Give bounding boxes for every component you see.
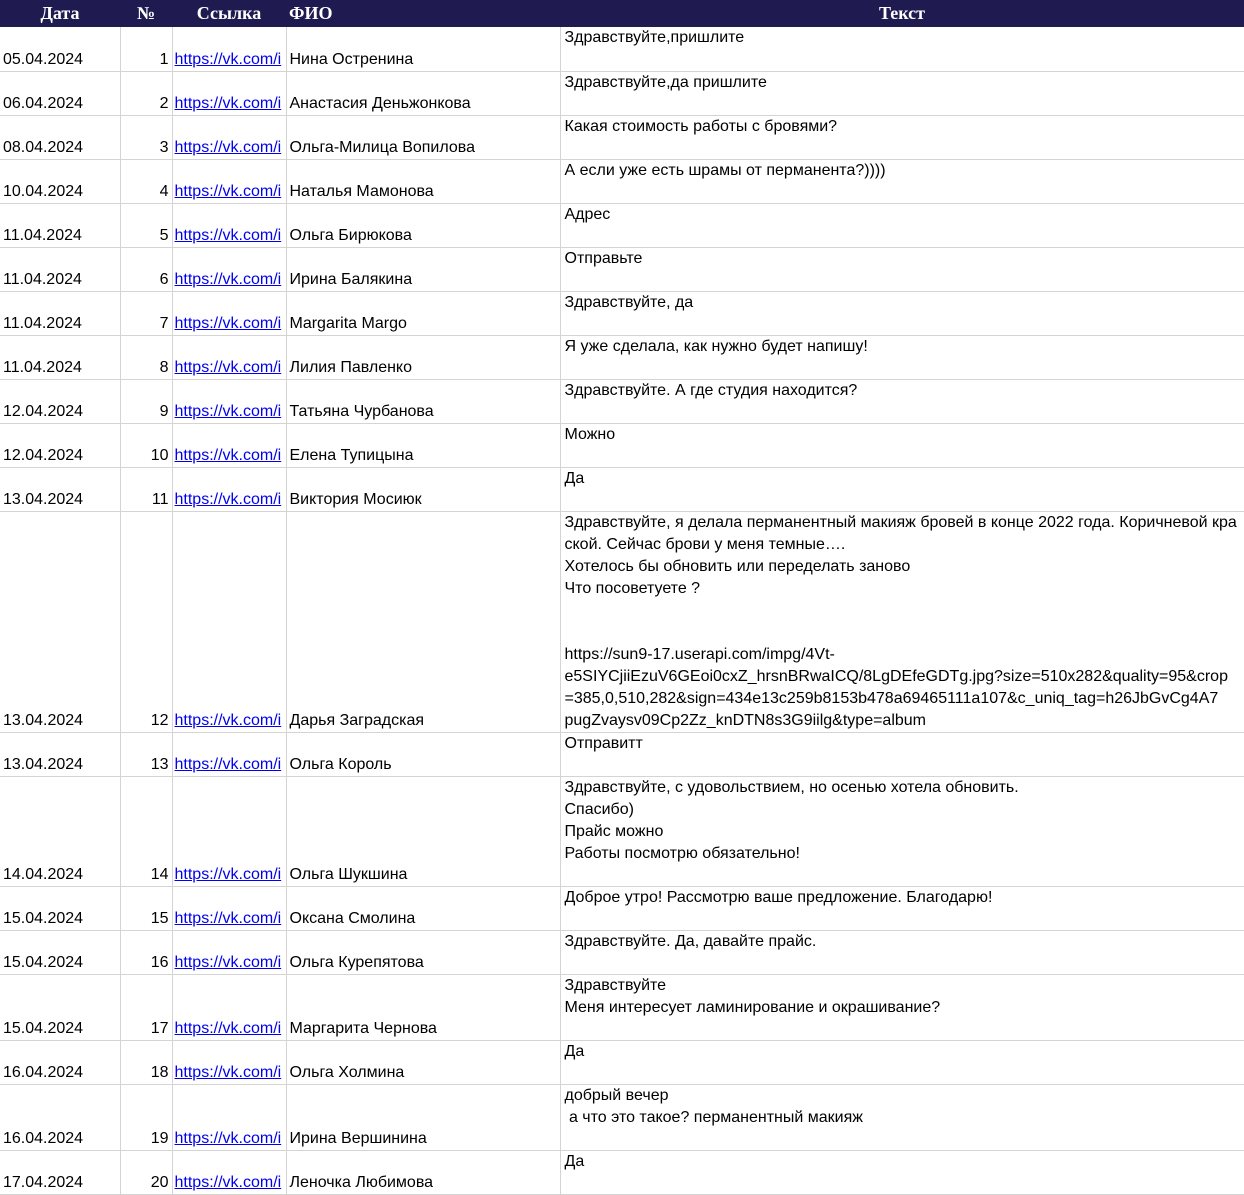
profile-link[interactable]: https://vk.com/i [174,138,282,156]
table-row [0,974,1244,1040]
date-cell[interactable]: 05.04.2024 [0,27,120,71]
number-cell[interactable]: 7 [120,291,172,335]
table-row [0,776,1244,886]
name-cell[interactable]: Наталья Мамонова [286,159,560,203]
name-cell[interactable]: Ирина Вершинина [286,1084,560,1150]
message-cell[interactable]: Я уже сделала, как нужно будет напишу! [560,335,1244,379]
number-cell[interactable]: 1 [120,27,172,71]
link-cell[interactable] [172,379,286,423]
date-cell[interactable]: 13.04.2024 [0,467,120,511]
message-cell[interactable]: Отправьте [560,247,1244,291]
table-row [0,159,1244,203]
header-row [0,0,1244,27]
header-text[interactable]: Текст [560,0,1244,27]
name-cell[interactable]: Оксана Смолина [286,886,560,930]
date-cell[interactable]: 12.04.2024 [0,423,120,467]
number-cell[interactable]: 20 [120,1150,172,1194]
message-cell[interactable]: Здравствуйте, с удовольствием, но осенью хотела обновить. Спасибо) Прайс можно Работы посмотрю обязательно! [560,776,1244,886]
link-cell[interactable] [172,247,286,291]
number-cell[interactable]: 14 [120,776,172,886]
link-cell[interactable] [172,467,286,511]
name-cell[interactable]: Ольга Король [286,732,560,776]
profile-link[interactable]: https://vk.com/i [174,755,282,773]
message-cell[interactable]: Адрес [560,203,1244,247]
message-cell[interactable]: Здравствуйте. А где студия находится? [560,379,1244,423]
profile-link[interactable]: https://vk.com/i [174,50,282,68]
table-row [0,115,1244,159]
number-cell[interactable]: 6 [120,247,172,291]
date-cell[interactable]: 11.04.2024 [0,335,120,379]
profile-link[interactable]: https://vk.com/i [174,314,282,332]
link-cell[interactable] [172,511,286,732]
message-cell[interactable]: Да [560,1150,1244,1194]
header-link[interactable]: Ссылка [172,0,286,27]
number-cell[interactable]: 9 [120,379,172,423]
name-cell[interactable]: Елена Тупицына [286,423,560,467]
header-name[interactable]: ФИО [286,0,560,27]
number-cell[interactable]: 13 [120,732,172,776]
link-cell[interactable] [172,974,286,1040]
table-row [0,1150,1244,1194]
profile-link[interactable]: https://vk.com/i [174,953,282,971]
number-cell[interactable]: 16 [120,930,172,974]
name-cell[interactable]: Ольга Бирюкова [286,203,560,247]
name-cell[interactable]: Виктория Мосиюк [286,467,560,511]
profile-link[interactable]: https://vk.com/i [174,270,282,288]
profile-link[interactable]: https://vk.com/i [174,446,282,464]
message-cell[interactable]: Можно [560,423,1244,467]
profile-link[interactable]: https://vk.com/i [174,711,282,729]
name-cell[interactable]: Татьяна Чурбанова [286,379,560,423]
profile-link[interactable]: https://vk.com/i [174,182,282,200]
name-cell[interactable]: Ольга Холмина [286,1040,560,1084]
date-cell[interactable]: 13.04.2024 [0,732,120,776]
profile-link[interactable]: https://vk.com/i [174,94,282,112]
table-row [0,423,1244,467]
message-cell[interactable]: Доброе утро! Рассмотрю ваше предложение. Благодарю! [560,886,1244,930]
message-cell[interactable]: Отправитт [560,732,1244,776]
table-row [0,1084,1244,1150]
name-cell[interactable]: Нина Остренина [286,27,560,71]
link-cell[interactable] [172,1150,286,1194]
link-cell[interactable] [172,776,286,886]
name-cell[interactable]: Ольга Шукшина [286,776,560,886]
table-row [0,203,1244,247]
link-cell[interactable] [172,423,286,467]
date-cell[interactable]: 11.04.2024 [0,203,120,247]
name-cell[interactable]: Ольга Курепятова [286,930,560,974]
profile-link[interactable]: https://vk.com/i [174,865,282,883]
profile-link[interactable]: https://vk.com/i [174,358,282,376]
table-row [0,732,1244,776]
message-cell[interactable]: Здравствуйте Меня интересует ламинирование и окрашивание? [560,974,1244,1040]
message-cell[interactable]: добрый вечер а что это такое? перманентный макияж [560,1084,1244,1150]
table-row [0,27,1244,71]
message-cell[interactable]: Да [560,1040,1244,1084]
link-cell[interactable] [172,1084,286,1150]
header-number[interactable]: № [120,0,172,27]
date-cell[interactable]: 15.04.2024 [0,930,120,974]
table-row [0,291,1244,335]
date-cell[interactable]: 14.04.2024 [0,776,120,886]
date-cell[interactable]: 13.04.2024 [0,511,120,732]
message-cell[interactable]: Здравствуйте, я делала перманентный макияж бровей в конце 2022 года. Коричневой краской. Сейчас брови у меня темные…. Хотелось бы обновить или переделать заново Что посоветуете ? https://sun9-17.userapi.com/impg/4Vt- e5SIYCjiiEzuV6GEoi0cxZ_hrsnBRwaICQ/8LgDEfeGDTg.jpg?size=510x282&quality=95&crop =385,0,510,282&sign=434e13c259b8153b478a69465111a107&c_uniq_tag=h26JbGvCg4A7 pugZvaysv09Cp2Zz_knDTN8s3G9iilg&type=album [560,511,1244,732]
table-row [0,467,1244,511]
link-cell[interactable] [172,930,286,974]
header-date[interactable]: Дата [0,0,120,27]
link-cell[interactable] [172,71,286,115]
message-cell[interactable]: Здравствуйте, да [560,291,1244,335]
date-cell[interactable]: 15.04.2024 [0,974,120,1040]
number-cell[interactable]: 10 [120,423,172,467]
date-cell[interactable]: 11.04.2024 [0,247,120,291]
link-cell[interactable] [172,886,286,930]
profile-link[interactable]: https://vk.com/i [174,226,282,244]
date-cell[interactable]: 10.04.2024 [0,159,120,203]
link-cell[interactable] [172,335,286,379]
date-cell[interactable]: 12.04.2024 [0,379,120,423]
date-cell[interactable]: 15.04.2024 [0,886,120,930]
date-cell[interactable]: 11.04.2024 [0,291,120,335]
table-row [0,930,1244,974]
name-cell[interactable]: Маргарита Чернова [286,974,560,1040]
link-cell[interactable] [172,1040,286,1084]
number-cell[interactable]: 15 [120,886,172,930]
number-cell[interactable]: 4 [120,159,172,203]
number-cell[interactable]: 11 [120,467,172,511]
table-row [0,511,1244,732]
name-cell[interactable]: Ирина Балякина [286,247,560,291]
link-cell[interactable] [172,203,286,247]
table-row [0,886,1244,930]
profile-link[interactable]: https://vk.com/i [174,1173,282,1191]
link-cell[interactable] [172,732,286,776]
profile-link[interactable]: https://vk.com/i [174,402,282,420]
message-cell[interactable]: Какая стоимость работы с бровями? [560,115,1244,159]
message-cell[interactable]: Здравствуйте,да пришлите [560,71,1244,115]
profile-link[interactable]: https://vk.com/i [174,1129,282,1147]
table-row [0,335,1244,379]
message-cell[interactable]: Здравствуйте. Да, давайте прайс. [560,930,1244,974]
number-cell[interactable]: 19 [120,1084,172,1150]
name-cell[interactable]: Дарья Заградская [286,511,560,732]
profile-link[interactable]: https://vk.com/i [174,490,282,508]
link-cell[interactable] [172,115,286,159]
profile-link[interactable]: https://vk.com/i [174,1063,282,1081]
number-cell[interactable]: 18 [120,1040,172,1084]
date-cell[interactable]: 06.04.2024 [0,71,120,115]
number-cell[interactable]: 17 [120,974,172,1040]
link-cell[interactable] [172,27,286,71]
table-row [0,71,1244,115]
name-cell[interactable]: Ольга-Милица Вопилова [286,115,560,159]
date-cell[interactable]: 17.04.2024 [0,1150,120,1194]
date-cell[interactable]: 08.04.2024 [0,115,120,159]
name-cell[interactable]: Margarita Margo [286,291,560,335]
message-cell[interactable]: А если уже есть шрамы от перманента?)))) [560,159,1244,203]
date-cell[interactable]: 16.04.2024 [0,1084,120,1150]
message-cell[interactable]: Да [560,467,1244,511]
number-cell[interactable]: 5 [120,203,172,247]
name-cell[interactable]: Лилия Павленко [286,335,560,379]
link-cell[interactable] [172,291,286,335]
message-cell[interactable]: Здравствуйте,пришлите [560,27,1244,71]
name-cell[interactable]: Леночка Любимова [286,1150,560,1194]
number-cell[interactable]: 12 [120,511,172,732]
link-cell[interactable] [172,159,286,203]
date-cell[interactable]: 16.04.2024 [0,1040,120,1084]
profile-link[interactable]: https://vk.com/i [174,1019,282,1037]
name-cell[interactable]: Анастасия Деньжонкова [286,71,560,115]
number-cell[interactable]: 3 [120,115,172,159]
profile-link[interactable]: https://vk.com/i [174,909,282,927]
table-row [0,247,1244,291]
table-row [0,379,1244,423]
table-row [0,1040,1244,1084]
number-cell[interactable]: 2 [120,71,172,115]
number-cell[interactable]: 8 [120,335,172,379]
